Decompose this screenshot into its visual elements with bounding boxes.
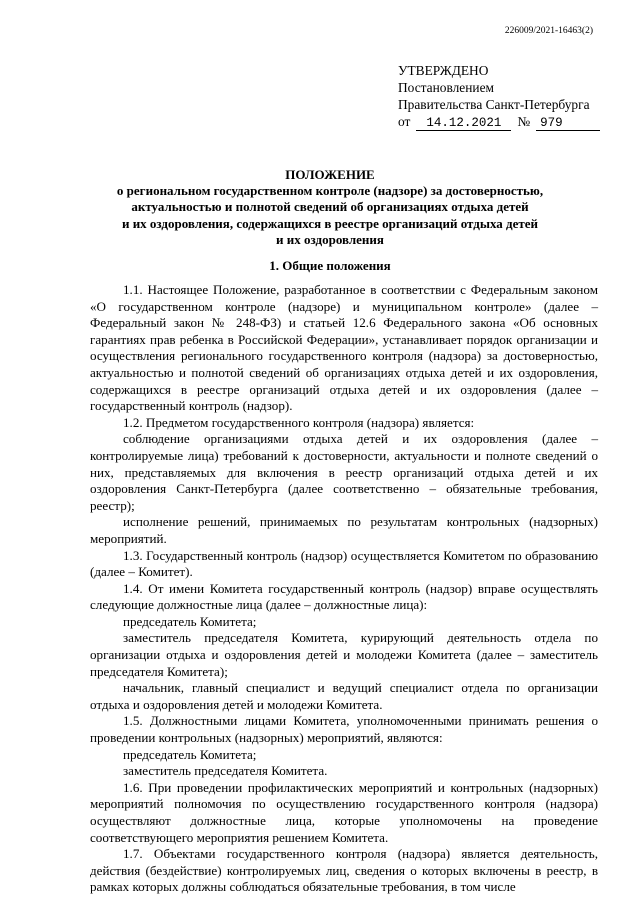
approval-date: 14.12.2021 [416,117,511,131]
paragraph-1-7: 1.7. Объектами государственного контроля (надзора) является деятельность, действия (бездействие) контролируемых лиц, сведения о которых включены в реестр, в рамках которых должны соблюдаться обязательные требования, в том числе [90,846,598,895]
paragraph-1-2: 1.2. Предметом государственного контроля (надзора) является: [123,414,475,430]
section-heading: 1. Общие положения [269,258,391,273]
paragraph-1-5-item-2: заместитель председателя Комитета. [123,763,328,779]
approval-number: 979 [536,117,600,131]
approval-government: Правительства Санкт-Петербурга [398,97,590,112]
title-line-2: актуальностью и полнотой сведений об организациях отдыха детей [131,199,529,215]
approval-label: УТВЕРЖДЕНО [398,63,489,78]
title-heading: ПОЛОЖЕНИЕ [285,167,375,182]
title-line-4: и их оздоровления [276,231,384,247]
paragraph-1-4-item-2: заместитель председателя Комитета, курирующий деятельность отдела по организации отдыха и оздоровления детей и молодежи Комитета (далее – заместитель председателя Комитета); [90,630,598,679]
document-title [70,167,590,248]
paragraph-1-2-item-2: исполнение решений, принимаемых по результатам контрольных (надзорных) мероприятий. [90,514,598,546]
document-registration-number: 226009/2021-16463(2) [504,26,593,36]
number-prefix: № [517,114,531,129]
approval-stamp [398,62,618,131]
paragraph-1-4-item-3: начальник, главный специалист и ведущий специалист отдела по организации отдыха и оздоровления детей и молодежи Комитета. [90,680,598,712]
title-line-3: и их оздоровления, содержащихся в реестре организаций отдыха детей [121,215,539,231]
paragraph-1-6: 1.6. При проведении профилактических мероприятий и контрольных (надзорных) мероприятий полномочия по осуществлению государственного контроля (надзора) осуществляют должностные лица, которые уполномочены на проведение соответствующего мероприятия решением Комитета. [90,779,598,845]
paragraph-1-5: 1.5. Должностными лицами Комитета, уполномоченными принимать решения о проведении контрольных (надзорных) мероприятий, являются: [90,713,598,746]
date-prefix: от [398,114,411,129]
paragraph-1-1: 1.1. Настоящее Положение, разработанное в соответствии с Федеральным законом «О государственном контроле (надзоре) и муниципальном контроле» (далее – Федеральный закон № 248-ФЗ) и статьей 12.6 Федерального закона «Об основных гарантиях прав ребенка в Российской Федерации», устанавливает порядок организации и осуществления регионального государственного контроля (надзора) за достоверностью, актуальностью и полнотой сведений об организациях отдыха детей и их оздоровления, содержащихся в реестре организаций отдыха детей и их оздоровления (далее – государственный контроль (надзор). [90,282,598,414]
paragraph-1-4-item-1: председатель Комитета; [123,613,257,629]
paragraph-1-4: 1.4. От имени Комитета государственный контроль (надзор) вправе осуществлять следующие должностные лица (далее – должностные лица): [90,580,598,613]
approval-date-line [398,113,618,131]
paragraph-1-2-item-1: соблюдение организациями отдыха детей и их оздоровления (далее – контролируемые лица) требований к достоверности, актуальности и полноте сведений о них, представляемых для включения в реестр организаций отдыха детей и их оздоровления Санкт-Петербурга (далее соответственно – обязательные требования, реестр); [90,431,598,513]
paragraph-1-5-item-1: председатель Комитета; [123,746,257,762]
paragraph-1-3: 1.3. Государственный контроль (надзор) осуществляется Комитетом по образованию (далее – Комитет). [90,547,598,580]
document-body [90,282,598,896]
title-line-1: о региональном государственном контроле (надзоре) за достоверностью, [116,183,544,199]
approval-resolution: Постановлением [398,80,494,95]
